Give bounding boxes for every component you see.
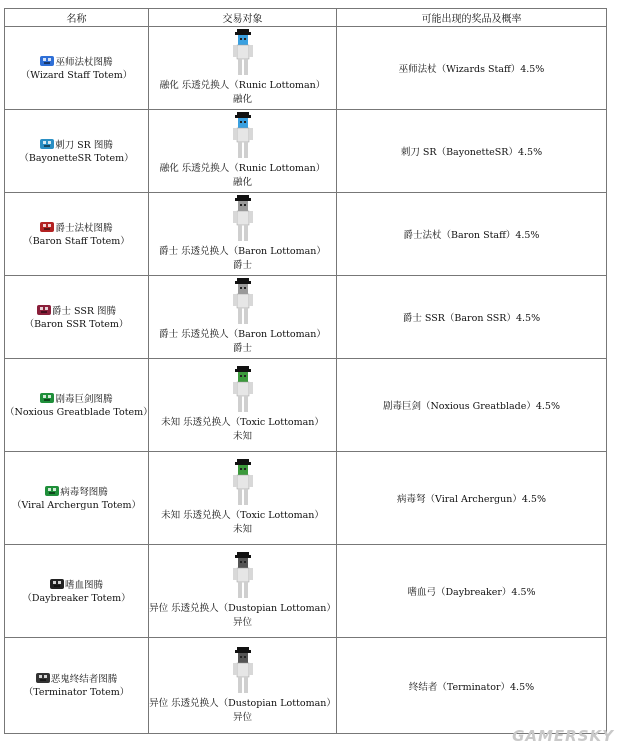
totem-name-cell — [5, 110, 149, 193]
table-row — [5, 110, 607, 193]
totem-name-cn: 爵士法杖图腾 — [55, 222, 113, 234]
totem-name-cn: 恶鬼终结者图腾 — [50, 674, 118, 685]
trade-target-cell — [149, 638, 337, 734]
lottoman-figure-icon — [231, 552, 255, 600]
trade-target-location: 异位 — [232, 711, 252, 723]
prize-text: 剧毒巨剑（Noxious Greatblade）4.5% — [382, 401, 561, 412]
trade-target-location: 异位 — [232, 617, 252, 628]
trade-target-name: 融化 乐透兑换人（Runic Lottoman） — [159, 80, 326, 91]
trade-target-name: 融化 乐透兑换人（Runic Lottoman） — [159, 163, 326, 174]
lottoman-figure-icon — [231, 647, 255, 695]
prize-text: 终结者（Terminator）4.5% — [408, 681, 535, 693]
prize-cell — [337, 27, 607, 110]
totem-name-cn: 巫师法杖图腾 — [55, 56, 113, 68]
trade-target-cell — [149, 545, 337, 638]
header-target: 交易对象 — [149, 9, 337, 27]
prize-cell — [337, 110, 607, 193]
trade-target-cell — [149, 359, 337, 452]
totem-name-en: （Wizard Staff Totem） — [20, 69, 133, 81]
lottoman-figure-icon — [231, 29, 255, 77]
prize-cell — [337, 638, 607, 734]
trade-target-cell — [149, 193, 337, 276]
totem-name-cn: 病毒弩图腾 — [60, 486, 108, 498]
totem-name-en: （Viral Archergun Totem） — [11, 499, 142, 511]
totem-icon — [36, 672, 50, 684]
table-row — [5, 359, 607, 452]
lottoman-figure-icon — [231, 278, 255, 326]
trade-target-name: 未知 乐透兑换人（Toxic Lottoman） — [161, 510, 324, 521]
lottoman-figure-icon — [231, 195, 255, 243]
totem-name-en: （Noxious Greatblade Totem） — [5, 406, 153, 418]
totem-name-cell — [5, 545, 149, 638]
totem-name-cell — [5, 276, 149, 359]
totem-icon — [40, 221, 54, 233]
header-prizes: 可能出现的奖品及概率 — [337, 9, 607, 27]
table-row — [5, 276, 607, 359]
totem-name-cn: 爵士 SSR 图腾 — [51, 305, 117, 317]
prize-text: 爵士法杖（Baron Staff）4.5% — [403, 230, 540, 241]
totem-icon — [40, 138, 54, 150]
prize-cell — [337, 193, 607, 276]
trade-target-name: 未知 乐透兑换人（Toxic Lottoman） — [161, 417, 324, 428]
prize-cell — [337, 276, 607, 359]
totem-icon — [40, 55, 54, 67]
trade-target-location: 未知 — [232, 524, 252, 535]
prize-cell — [337, 452, 607, 545]
table-row — [5, 193, 607, 276]
totem-name-en: （Baron SSR Totem） — [24, 318, 129, 330]
trade-target-name: 异位 乐透兑换人（Dustopian Lottoman） — [149, 697, 336, 709]
table-row — [5, 452, 607, 545]
totem-name-cn: 嗜血图腾 — [64, 579, 103, 591]
totem-name-en: （Daybreaker Totem） — [22, 592, 131, 604]
trade-target-location: 融化 — [232, 94, 252, 105]
prize-text: 嗜血弓（Daybreaker）4.5% — [407, 587, 536, 598]
totem-table — [4, 8, 607, 734]
totem-name-cn: 刺刀 SR 图腾 — [55, 139, 113, 151]
header-row — [5, 9, 607, 27]
table-row — [5, 545, 607, 638]
trade-target-location: 未知 — [232, 431, 252, 442]
trade-target-cell — [149, 27, 337, 110]
totem-name-cell — [5, 638, 149, 734]
totem-icon — [37, 304, 51, 316]
table-row — [5, 638, 607, 734]
prize-cell — [337, 359, 607, 452]
watermark: GAMERSKY — [512, 727, 614, 745]
lottoman-figure-icon — [231, 459, 255, 507]
totem-name-cell — [5, 359, 153, 452]
trade-target-name: 异位 乐透兑换人（Dustopian Lottoman） — [149, 603, 336, 614]
totem-name-cn: 剧毒巨剑图腾 — [55, 393, 113, 405]
trade-target-cell — [149, 276, 337, 359]
totem-icon — [50, 578, 64, 590]
trade-target-location: 爵士 — [232, 260, 252, 271]
trade-target-cell — [149, 452, 337, 545]
totem-name-en: （Baron Staff Totem） — [23, 235, 130, 247]
totem-name-cell — [5, 193, 149, 276]
totem-name-cell — [5, 452, 149, 545]
trade-target-name: 爵士 乐透兑换人（Baron Lottoman） — [159, 329, 326, 340]
prize-cell — [337, 545, 607, 638]
trade-target-location: 爵士 — [232, 343, 252, 354]
totem-name-cell — [5, 27, 149, 110]
totem-name-en: （Terminator Totem） — [23, 687, 130, 698]
trade-target-cell — [149, 110, 337, 193]
prize-text: 病毒弩（Viral Archergun）4.5% — [397, 494, 546, 505]
trade-target-location: 融化 — [232, 177, 252, 188]
lottoman-figure-icon — [231, 112, 255, 160]
prize-text: 刺刀 SR（BayonetteSR）4.5% — [400, 147, 543, 158]
totem-icon — [40, 392, 54, 404]
table-row — [5, 27, 607, 110]
totem-icon — [45, 485, 59, 497]
prize-text: 巫师法杖（Wizards Staff）4.5% — [398, 64, 545, 75]
trade-target-name: 爵士 乐透兑换人（Baron Lottoman） — [159, 246, 326, 257]
lottoman-figure-icon — [231, 366, 255, 414]
totem-name-en: （BayonetteSR Totem） — [19, 152, 134, 164]
header-name: 名称 — [5, 9, 149, 27]
prize-text: 爵士 SSR（Baron SSR）4.5% — [402, 313, 541, 324]
